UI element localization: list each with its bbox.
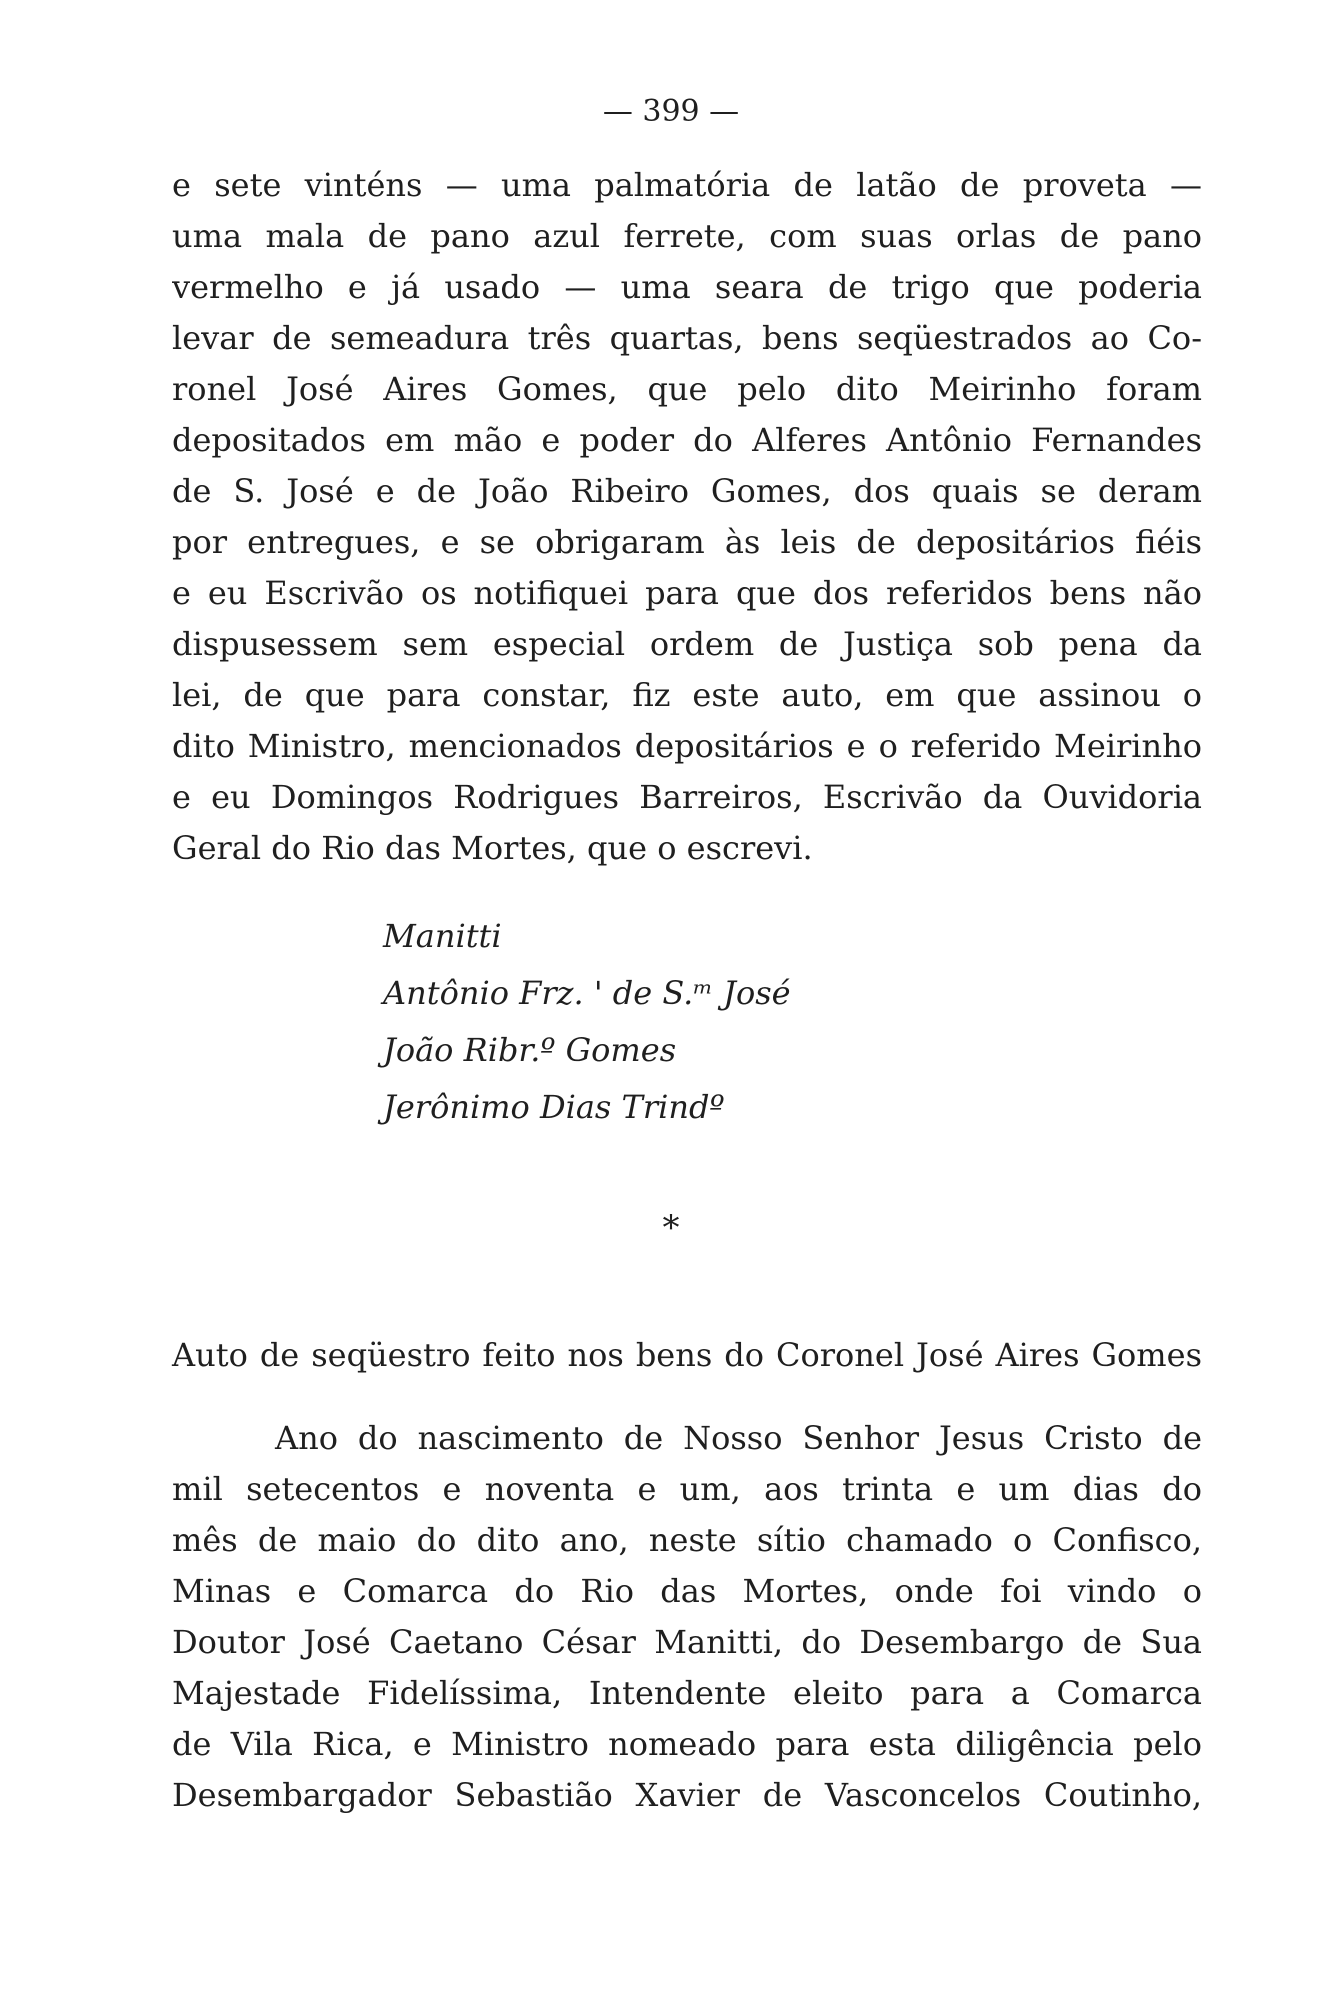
signature-line: Manitti [383,917,502,955]
text-line: levar de semeadura três quartas, bens seqüestrados ao Co- [172,319,1202,357]
text-line: por entregues, e se obrigaram às leis de depositários fiéis [172,523,1202,561]
text-line: dispusessem sem especial ordem de Justiça sob pena da [172,625,1202,663]
text-line: Geral do Rio das Mortes, que o escrevi. [172,829,813,867]
text-line: ronel José Aires Gomes, que pelo dito Meirinho foram [172,370,1202,408]
text-line: uma mala de pano azul ferrete, com suas orlas de pano [172,217,1202,255]
signature-line: Jerônimo Dias Trindº [383,1088,725,1126]
paragraph-sequestration-record [172,1413,1202,1821]
text-line: Minas e Comarca do Rio das Mortes, onde foi vindo o [172,1572,1202,1610]
text-line: de S. José e de João Ribeiro Gomes, dos quais se deram [172,472,1202,510]
signature-block [383,908,791,1136]
text-line: e eu Escrivão os notifiquei para que dos referidos bens não [172,574,1202,612]
text-line: Majestade Fidelíssima, Intendente eleito para a Comarca [172,1674,1202,1712]
text-line: depositados em mão e poder do Alferes Antônio Fernandes [172,421,1202,459]
text-line: mil setecentos e noventa e um, aos trinta e um dias do [172,1470,1202,1508]
section-heading: Auto de seqüestro feito nos bens do Coronel José Aires Gomes [172,1336,1202,1374]
paragraph-inventory [172,160,1202,874]
text-line: e eu Domingos Rodrigues Barreiros, Escrivão da Ouvidoria [172,778,1202,816]
text-line: lei, de que para constar, fiz este auto, em que assinou o [172,676,1202,714]
text-line: dito Ministro, mencionados depositários e o referido Meirinho [172,727,1202,765]
section-separator: * [662,1208,680,1248]
signature-line: João Ribr.º Gomes [383,1031,677,1069]
page-number: — 399 — [602,94,740,129]
text-line: Desembargador Sebastião Xavier de Vasconcelos Coutinho, [172,1776,1202,1814]
signature-line: Antônio Frz. ' de S.ᵐ José [383,974,791,1012]
text-line: mês de maio do dito ano, neste sítio chamado o Confisco, [172,1521,1202,1559]
text-line: vermelho e já usado — uma seara de trigo que poderia [172,268,1202,306]
text-line: Ano do nascimento de Nosso Senhor Jesus Cristo de [275,1419,1202,1457]
text-line: e sete vinténs — uma palmatória de latão de proveta — [172,166,1202,204]
text-line: Doutor José Caetano César Manitti, do Desembargo de Sua [172,1623,1202,1661]
text-line: de Vila Rica, e Ministro nomeado para esta diligência pelo [172,1725,1202,1763]
